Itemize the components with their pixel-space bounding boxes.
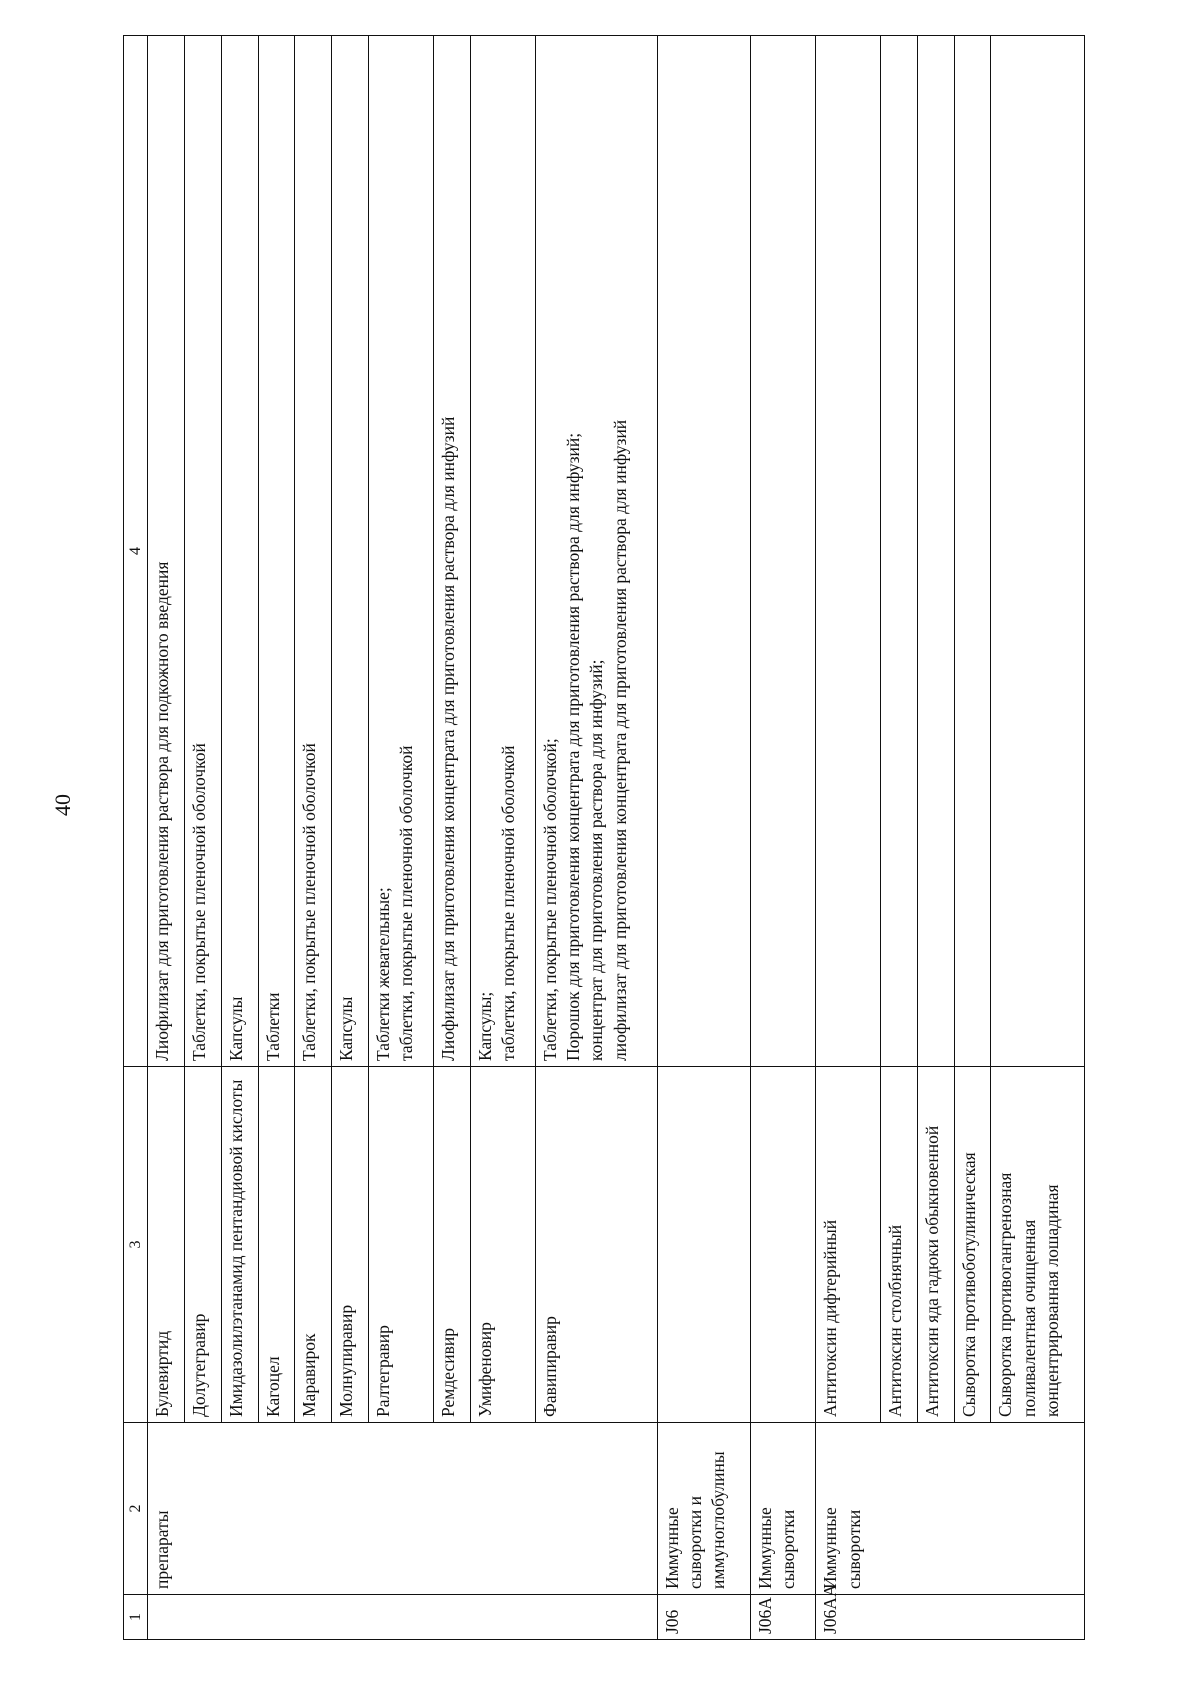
table-row bbox=[221, 36, 258, 1640]
group-cell bbox=[917, 1423, 954, 1595]
dosage-form-cell: Таблетки, покрытые пленочной оболочкой bbox=[295, 36, 332, 1067]
column-number-4: 4 bbox=[124, 36, 148, 1067]
dosage-form-cell: Капсулы bbox=[332, 36, 369, 1067]
group-cell bbox=[880, 1423, 917, 1595]
group-cell bbox=[258, 1423, 295, 1595]
table-row bbox=[471, 36, 536, 1640]
column-number-row bbox=[124, 36, 148, 1640]
drug-name-cell: Долутегравир bbox=[184, 1067, 221, 1423]
group-cell bbox=[369, 1423, 434, 1595]
table-row bbox=[295, 36, 332, 1640]
atc-code-cell bbox=[148, 1595, 185, 1640]
atc-code-cell bbox=[369, 1595, 434, 1640]
dosage-form-cell: Таблетки жевательные; таблетки, покрытые пленочной оболочкой bbox=[369, 36, 434, 1067]
dosage-form-cell bbox=[991, 36, 1085, 1067]
table-row bbox=[434, 36, 471, 1640]
dosage-form-cell: Таблетки bbox=[258, 36, 295, 1067]
drug-name-cell: Антитоксин столбнячный bbox=[880, 1067, 917, 1423]
group-cell bbox=[991, 1423, 1085, 1595]
group-cell bbox=[295, 1423, 332, 1595]
drug-name-cell bbox=[657, 1067, 750, 1423]
group-cell bbox=[471, 1423, 536, 1595]
atc-code-cell bbox=[536, 1595, 658, 1640]
drug-name-cell: Антитоксин яда гадюки обыкновенной bbox=[917, 1067, 954, 1423]
drug-name-cell bbox=[751, 1067, 816, 1423]
atc-code-cell: J06AA bbox=[816, 1595, 881, 1640]
drug-name-cell: Ремдесивир bbox=[434, 1067, 471, 1423]
table-row bbox=[332, 36, 369, 1640]
table-row bbox=[751, 36, 816, 1640]
group-cell bbox=[332, 1423, 369, 1595]
drug-table bbox=[123, 35, 1085, 1640]
drug-name-cell: Ралтегравир bbox=[369, 1067, 434, 1423]
drug-name-cell: Маравирок bbox=[295, 1067, 332, 1423]
dosage-form-cell bbox=[880, 36, 917, 1067]
page-number: 40 bbox=[50, 794, 75, 816]
group-cell: препараты bbox=[148, 1423, 185, 1595]
atc-code-cell bbox=[434, 1595, 471, 1640]
atc-code-cell: J06 bbox=[657, 1595, 750, 1640]
drug-name-cell: Сыворотка противогангренозная поливалентная очищенная концентрированная лошадиная bbox=[991, 1067, 1085, 1423]
column-number-3: 3 bbox=[124, 1067, 148, 1423]
table-row bbox=[880, 36, 917, 1640]
table-row bbox=[657, 36, 750, 1640]
dosage-form-cell: Капсулы bbox=[221, 36, 258, 1067]
table-row bbox=[536, 36, 658, 1640]
drug-name-cell: Булевиртид bbox=[148, 1067, 185, 1423]
group-cell: Иммунные сыворотки bbox=[816, 1423, 881, 1595]
group-cell bbox=[434, 1423, 471, 1595]
drug-name-cell: Молнупиравир bbox=[332, 1067, 369, 1423]
table-row bbox=[369, 36, 434, 1640]
atc-code-cell bbox=[258, 1595, 295, 1640]
table-row bbox=[258, 36, 295, 1640]
dosage-form-cell: Лиофилизат для приготовления раствора для подкожного введения bbox=[148, 36, 185, 1067]
dosage-form-cell bbox=[751, 36, 816, 1067]
atc-code-cell bbox=[991, 1595, 1085, 1640]
group-cell: Иммунные сыворотки bbox=[751, 1423, 816, 1595]
table-row bbox=[148, 36, 185, 1640]
group-cell bbox=[536, 1423, 658, 1595]
atc-code-cell bbox=[332, 1595, 369, 1640]
drug-name-cell: Сыворотка противоботулиническая bbox=[954, 1067, 991, 1423]
atc-code-cell bbox=[471, 1595, 536, 1640]
group-cell bbox=[954, 1423, 991, 1595]
atc-code-cell: J06A bbox=[751, 1595, 816, 1640]
table-row bbox=[991, 36, 1085, 1640]
drug-name-cell: Имидазолилэтанамид пентандиовой кислоты bbox=[221, 1067, 258, 1423]
table-row bbox=[816, 36, 881, 1640]
atc-code-cell bbox=[295, 1595, 332, 1640]
table-row bbox=[184, 36, 221, 1640]
dosage-form-cell bbox=[917, 36, 954, 1067]
table-row bbox=[954, 36, 991, 1640]
atc-code-cell bbox=[917, 1595, 954, 1640]
atc-code-cell bbox=[221, 1595, 258, 1640]
group-cell bbox=[184, 1423, 221, 1595]
drug-name-cell: Умифеновир bbox=[471, 1067, 536, 1423]
group-cell: Иммунные сыворотки и иммуноглобулины bbox=[657, 1423, 750, 1595]
drug-name-cell: Антитоксин дифтерийный bbox=[816, 1067, 881, 1423]
table-row bbox=[917, 36, 954, 1640]
dosage-form-cell bbox=[954, 36, 991, 1067]
group-cell bbox=[221, 1423, 258, 1595]
dosage-form-cell: Таблетки, покрытые пленочной оболочкой; Порошок для приготовления концентрата для приготовления раствора для инфузий; концентрат для приготовления раствора для инфузий; лиофилизат для приготовления концентрата для приготовления раствора для инфузий bbox=[536, 36, 658, 1067]
column-number-2: 2 bbox=[124, 1423, 148, 1595]
dosage-form-cell bbox=[816, 36, 881, 1067]
drug-name-cell: Фавипиравир bbox=[536, 1067, 658, 1423]
column-number-1: 1 bbox=[124, 1595, 148, 1640]
rotated-table-sheet bbox=[123, 36, 1085, 1640]
atc-code-cell bbox=[880, 1595, 917, 1640]
dosage-form-cell: Капсулы; таблетки, покрытые пленочной оболочкой bbox=[471, 36, 536, 1067]
dosage-form-cell: Лиофилизат для приготовления концентрата для приготовления раствора для инфузий bbox=[434, 36, 471, 1067]
dosage-form-cell bbox=[657, 36, 750, 1067]
dosage-form-cell: Таблетки, покрытые пленочной оболочкой bbox=[184, 36, 221, 1067]
atc-code-cell bbox=[954, 1595, 991, 1640]
drug-name-cell: Кагоцел bbox=[258, 1067, 295, 1423]
atc-code-cell bbox=[184, 1595, 221, 1640]
